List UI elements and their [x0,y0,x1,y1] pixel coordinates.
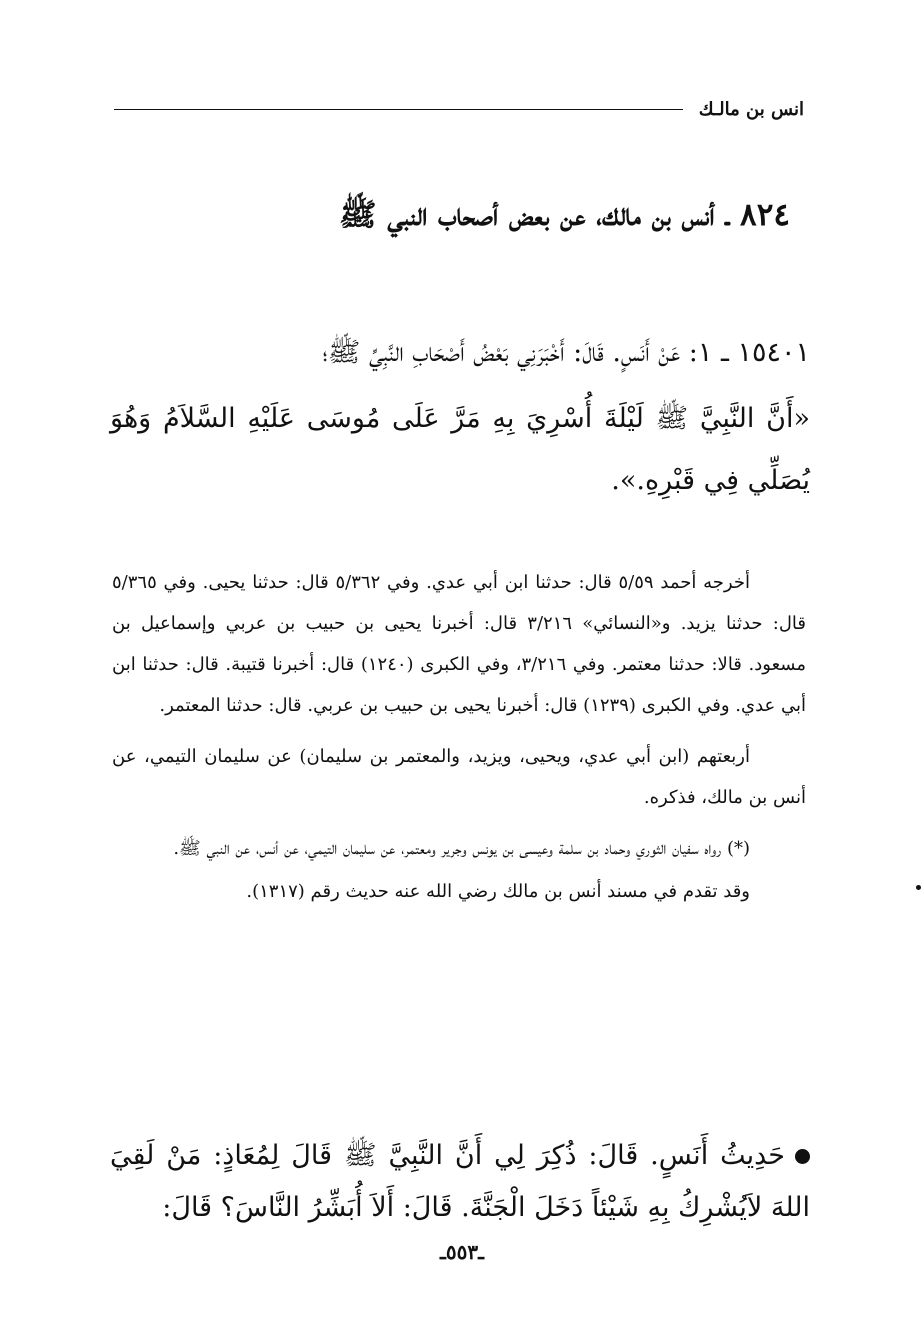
takhrij-paragraph: أربعتهم (ابن أبي عدي، ويحيى، ويزيد، والمعتمر بن سليمان) عن سليمان التيمي، عن أنس بن مالك، فذكره. [112,746,806,808]
takhrij-notes [112,562,806,922]
running-head [114,96,804,122]
running-head-title: انس بن مالـك [698,98,804,120]
chapter-title: ٨٢٤ ـ أنس بن مالك، عن بعض أصحاب النبي ﷺ [339,197,790,233]
hadith-isnad: ١٥٤٠١ ـ ١: عَنْ أَنَسٍ. قَالَ: أَخْبَرَنِي بَعْضُ أَصْحَابِ النَّبِيِّ ﷺ؛ [322,337,810,368]
takhrij-paragraph: وقد تقدم في مسند أنس بن مالك رضي الله عنه حديث رقم (١٣١٧). [246,881,750,902]
page-number: ـ٥٥٣ـ [440,1240,484,1264]
takhrij-paragraph: (*) رواه سفيان الثوري وحماد بن سلمة وعيسى بن يونس وجرير ومعتمر، عن سليمان التيمي، عن أنس، عن النبي ﷺ. [173,838,750,859]
takhrij-paragraph: أخرجه أحمد ٥/٥٩ قال: حدثنا ابن أبي عدي. وفي ٥/٣٦٢ قال: حدثنا يحيى. وفي ٥/٣٦٥ قال: حدثنا يزيد. و«النسائي» ٣/٢١٦ قال: أخبرنا يحيى بن حبيب بن عربي وإسماعيل بن مسعود. قالا: حدثنا معتمر. وفي ٣/٢١٦، وفي الكبرى (١٢٤٠) قال: أخبرنا قتيبة. قال: حدثنا ابن أبي عدي. وفي الكبرى (١٢٣٩) قال: أخبرنا يحيى بن حبيب بن عربي. قال: حدثنا المعتمر. [112,572,807,716]
hadith-block [110,322,810,512]
next-hadith [110,1130,810,1234]
hadith-matn: «أَنَّ النَّبِيَّ ﷺ لَيْلَةَ أُسْرِيَ بِهِ مَرَّ عَلَى مُوسَى عَلَيْهِ السَّلاَمُ وَهُوَ يُصَلِّي فِي قَبْرِهِ.». [110,403,810,496]
running-head-rule [114,109,683,110]
next-hadith-text: حَدِيثُ أَنَسٍ. قَالَ: ذُكِرَ لِي أَنَّ النَّبِيَّ ﷺ قَالَ لِمُعَاذٍ: مَنْ لَقِيَ اللهَ لاَيُشْرِكُ بِهِ شَيْئاً دَخَلَ الْجَنَّةَ. قَالَ: أَلاَ أُبَشِّرُ النَّاسَ؟ قَالَ: [110,1140,810,1223]
margin-dot [916,885,921,890]
bullet-icon [795,1149,810,1164]
